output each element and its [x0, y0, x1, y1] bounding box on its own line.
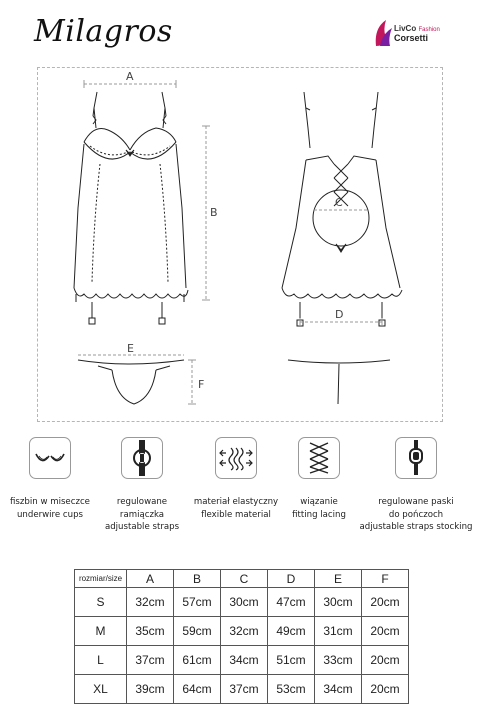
product-title: Milagros [34, 14, 173, 49]
table-cell: 31cm [315, 617, 362, 646]
column-header: F [362, 570, 409, 588]
feature-adjustable-straps: regulowane ramiączka adjustable straps [96, 437, 188, 534]
brand-logo-icon [372, 16, 394, 50]
table-row [75, 617, 409, 646]
table-row [75, 646, 409, 675]
table-cell: 59cm [174, 617, 221, 646]
column-header: A [127, 570, 174, 588]
stocking-straps-icon [404, 440, 428, 476]
table-cell: 61cm [174, 646, 221, 675]
size-label: M [75, 617, 127, 646]
table-row [75, 675, 409, 704]
size-table-header [75, 570, 409, 588]
table-cell: 51cm [268, 646, 315, 675]
table-cell: 20cm [362, 646, 409, 675]
table-cell: 64cm [174, 675, 221, 704]
dim-label-b: B [210, 206, 218, 219]
table-cell: 20cm [362, 675, 409, 704]
table-cell: 20cm [362, 588, 409, 617]
table-cell: 30cm [315, 588, 362, 617]
column-header: C [221, 570, 268, 588]
icon-box [298, 437, 340, 479]
dim-label-a: A [126, 70, 134, 83]
feature-elastic-material: materiał elastyczny flexible material [190, 437, 282, 521]
dim-label-d: D [335, 308, 344, 321]
table-cell: 34cm [315, 675, 362, 704]
table-row [75, 588, 409, 617]
thong-back [288, 360, 390, 404]
dim-label-c: C [335, 196, 343, 209]
table-cell: 37cm [127, 646, 174, 675]
icon-box [215, 437, 257, 479]
size-label: S [75, 588, 127, 617]
table-cell: 33cm [315, 646, 362, 675]
column-header: B [174, 570, 221, 588]
column-header: E [315, 570, 362, 588]
size-label: L [75, 646, 127, 675]
dim-label-e: E [127, 342, 134, 355]
table-cell: 32cm [221, 617, 268, 646]
front-view [74, 92, 188, 324]
table-cell: 53cm [268, 675, 315, 704]
table-cell: 30cm [221, 588, 268, 617]
icon-box [121, 437, 163, 479]
elastic-material-icon [219, 444, 253, 472]
table-cell: 32cm [127, 588, 174, 617]
brand-logo [372, 14, 462, 52]
size-label: XL [75, 675, 127, 704]
icon-box [395, 437, 437, 479]
table-cell: 35cm [127, 617, 174, 646]
table-cell: 34cm [221, 646, 268, 675]
technical-drawing [37, 67, 443, 422]
feature-fitting-lacing: wiązanie fitting lacing [273, 437, 365, 521]
dim-label-f: F [198, 378, 205, 391]
back-view [282, 92, 402, 326]
brand-logo-bottom: Corsetti [394, 33, 429, 43]
feature-stocking-straps: regulowane paski do pończoch adjustable straps stocking [356, 437, 476, 534]
table-cell: 49cm [268, 617, 315, 646]
brand-logo-top: LivCo Fashion [394, 24, 440, 33]
fitting-lacing-icon [307, 441, 331, 475]
icon-box [29, 437, 71, 479]
size-table [74, 569, 409, 704]
feature-underwire-cups: fiszbin w miseczce underwire cups [4, 437, 96, 521]
column-header: D [268, 570, 315, 588]
table-cell: 20cm [362, 617, 409, 646]
underwire-cups-icon [34, 448, 66, 468]
table-cell: 47cm [268, 588, 315, 617]
thong-front [78, 360, 184, 404]
adjustable-straps-icon [130, 440, 154, 476]
table-cell: 39cm [127, 675, 174, 704]
size-table-corner: rozmiar/size [75, 570, 127, 588]
table-cell: 57cm [174, 588, 221, 617]
table-cell: 37cm [221, 675, 268, 704]
garment-sketch [38, 68, 444, 423]
